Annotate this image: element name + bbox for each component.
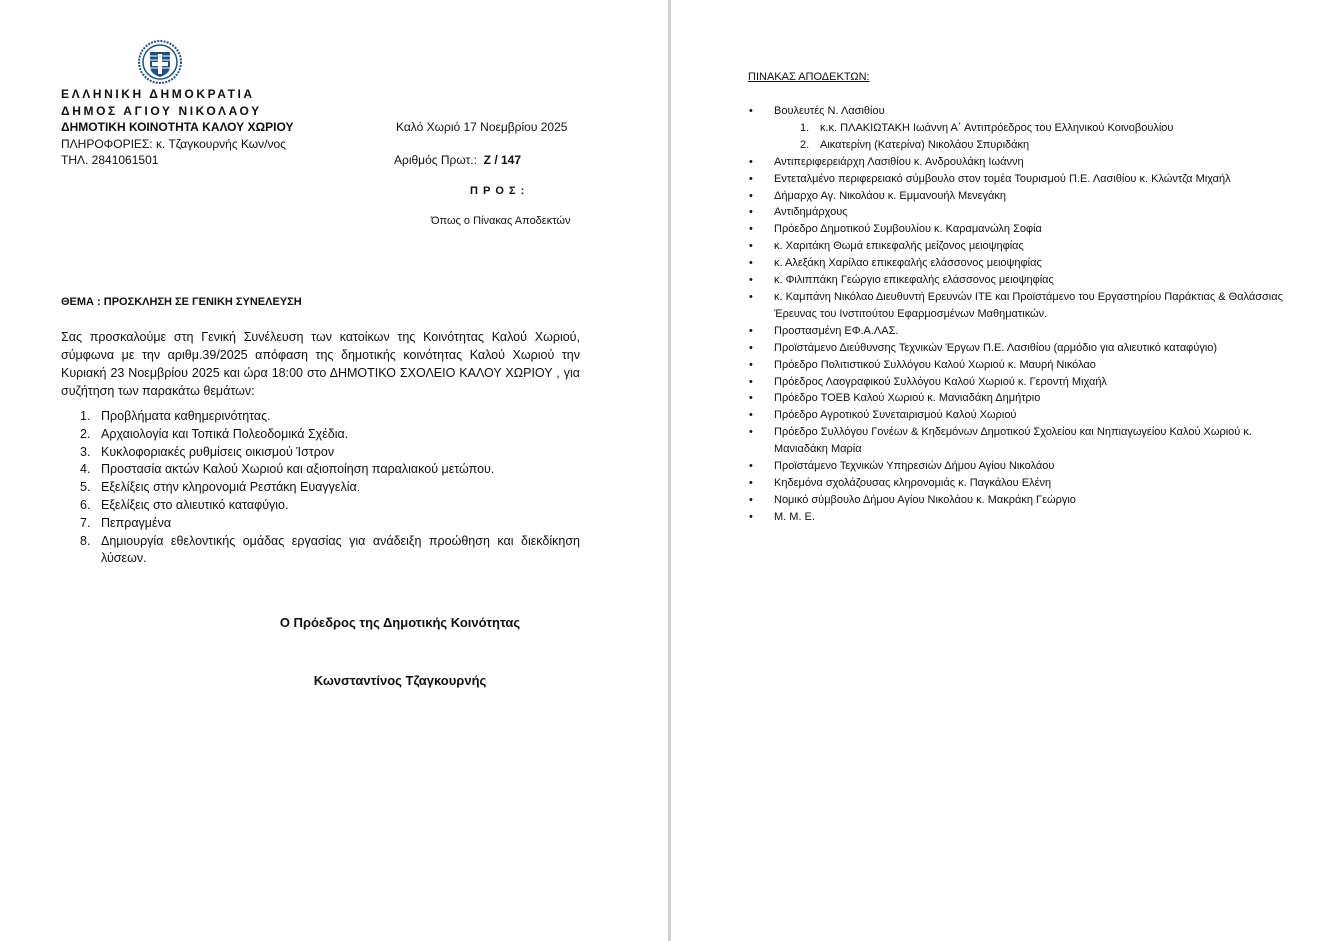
agenda-item-number: 1.: [80, 409, 91, 423]
recipient-item: [748, 492, 1308, 509]
subitem-text: Αικατερίνη (Κατερίνα) Νικολάου Σπυριδάκη: [820, 138, 1030, 151]
bullet: •: [749, 257, 753, 270]
agenda-item-text: Εξελίξεις στο αλιευτικό καταφύγιο.: [101, 497, 289, 512]
protocol-number: Ζ / 147: [483, 153, 522, 167]
recipient-sublist: [774, 120, 1308, 154]
agenda-item: [61, 515, 580, 533]
recipient-text: κ. Χαριτάκη Θωμά επικεφαλής μείζονος μειοψηφίας: [774, 240, 1024, 253]
bullet: •: [749, 172, 753, 185]
agenda-item: [61, 461, 580, 479]
recipient-text: Πρόεδρο Συλλόγου Γονέων & Κηδεμόνων Δημοτικού Σχολείου και Νηπιαγωγείου Καλού Χωριού κ. Μανιαδάκη Μαρία: [774, 426, 1252, 456]
recipient-subitem: [774, 137, 1308, 154]
recipient-text: κ. Φιλιππάκη Γεώργιο επικεφαλής ελάσσονος μειοψηφίας: [774, 274, 1054, 287]
subject-line: ΘΕΜΑ : ΠΡΟΣΚΛΗΣΗ ΣΕ ΓΕΝΙΚΗ ΣΥΝΕΛΕΥΣΗ: [61, 296, 302, 308]
recipient-text: Εντεταλμένο περιφερειακό σύμβουλο στον τομέα Τουρισμού Π.Ε. Λασιθίου κ. Κλώντζα Μιχαήλ: [774, 172, 1231, 185]
subitem-text: κ.κ. ΠΛΑΚΙΩΤΑΚΗ Ιωάννη Α΄ Αντιπρόεδρος του Ελληνικού Κοινοβουλίου: [820, 121, 1174, 134]
agenda-item: [61, 408, 580, 426]
recipient-text: Προστασμένη ΕΦ.Α.ΛΑΣ.: [774, 324, 899, 337]
recipient-text: Κηδεμόνα σχολάζουσας κληρονομιάς κ. Παγκάλου Ελένη: [774, 476, 1052, 489]
header-info: ΠΛΗΡΟΦΟΡΙΕΣ: κ. Τζαγκουρνής Κων/νος: [61, 137, 286, 151]
agenda-item-text: Κυκλοφοριακές ρυθμίσεις οικισμού Ίστρον: [101, 444, 335, 459]
agenda-item-number: 4.: [80, 462, 91, 477]
header-republic: ΕΛΛΗΝΙΚΗ ΔΗΜΟΚΡΑΤΙΑ: [61, 87, 255, 101]
recipient-text: Αντιδημάρχους: [774, 206, 848, 219]
agenda-list: [61, 408, 580, 568]
agenda-item-text: Δημιουργία εθελοντικής ομάδας εργασίας για ανάδειξη προώθηση και διεκδίκηση λύσεων.: [101, 533, 580, 566]
recipients-page: [671, 0, 1335, 941]
agenda-item-text: Προστασία ακτών Καλού Χωριού και αξιοποίηση παραλιακού μετώπου.: [101, 462, 495, 477]
agenda-item: [61, 444, 580, 462]
bullet: •: [749, 426, 753, 439]
subitem-number: 1.: [800, 121, 810, 134]
recipient-item: [748, 458, 1308, 475]
recipient-item: [748, 154, 1308, 171]
subitem-number: 2.: [800, 138, 810, 151]
signature-name: Κωνσταντίνος Τζαγκουρνής: [313, 673, 487, 688]
invitation-body: Σας προσκαλούμε στη Γενική Συνέλευση των κατοίκων της Κοινότητας Καλού Χωριού, σύμφωνα με την αριθμ.39/2025 απόφαση της δημοτικής κοινότητας Καλού Χωριού την Κυριακή 23 Νοεμβρίου 2025 και ώρα 18:00 στο ΔΗΜΟΤΙΚΟ ΣΧΟΛΕΙΟ ΚΑΛΟΥ ΧΩΡΙΟΥ , για συζήτηση των παρακάτω θεμάτων:: [61, 330, 580, 398]
recipient-item: [748, 390, 1308, 407]
recipient-item: [748, 289, 1308, 323]
agenda-item-number: 8.: [80, 533, 91, 548]
agenda-item-text: Πεπραγμένα: [101, 515, 172, 530]
bullet: •: [749, 493, 753, 506]
recipient-item: [748, 407, 1308, 424]
agenda-item-number: 2.: [80, 426, 91, 441]
recipient-text: Νομικό σύμβουλο Δήμου Αγίου Νικολάου κ. Μακράκη Γεώργιο: [774, 493, 1076, 506]
recipient-item: [748, 475, 1308, 492]
recipient-item: [748, 204, 1308, 221]
recipient-text: Προϊστάμενο Τεχνικών Υπηρεσιών Δήμου Αγίου Νικολάου: [774, 460, 1055, 473]
agenda-item-number: 7.: [80, 515, 91, 530]
agenda-item: [61, 426, 580, 444]
bullet: •: [749, 274, 753, 287]
recipient-text: κ. Αλεξάκη Χαρίλαο επικεφαλής ελάσσονος μειοψηφίας: [774, 257, 1042, 270]
bullet: •: [749, 240, 753, 253]
signature-title: Ο Πρόεδρος της Δημοτικής Κοινότητας: [279, 615, 521, 630]
bullet: •: [749, 460, 753, 473]
header-community: ΔΗΜΟΤΙΚΗ ΚΟΙΝΟΤΗΤΑ ΚΑΛΟΥ ΧΩΡΙΟΥ: [61, 120, 294, 134]
recipient-text: Μ. Μ. Ε.: [774, 510, 815, 523]
bullet: •: [749, 476, 753, 489]
agenda-item-text: Προβλήματα καθημερινότητας.: [101, 409, 271, 423]
recipient-item: [748, 340, 1308, 357]
bullet: •: [749, 375, 753, 388]
recipient-item: [748, 171, 1308, 188]
bullet: •: [749, 510, 753, 523]
recipient-item: [748, 357, 1308, 374]
greek-emblem-icon: [138, 40, 182, 84]
recipient-text: Πρόεδρο Δημοτικού Συμβουλίου κ. Καραμανώλη Σοφία: [774, 223, 1042, 236]
bullet: •: [749, 155, 753, 168]
recipient-item: [748, 272, 1308, 289]
recipient-item: [748, 424, 1308, 458]
bullet: •: [749, 392, 753, 405]
recipient-text: Πρόεδρο ΤΟΕΒ Καλού Χωριού κ. Μανιαδάκη Δημήτριο: [774, 392, 1041, 405]
bullet: •: [749, 358, 753, 371]
recipient-item: [748, 509, 1308, 526]
bullet: •: [749, 341, 753, 354]
recipient-subitem: [774, 120, 1308, 137]
bullet: •: [749, 189, 753, 202]
header-municipality: ΔΗΜΟΣ ΑΓΙΟΥ ΝΙΚΟΛΑΟΥ: [61, 104, 262, 118]
protocol-label: Αριθμός Πρωτ.:: [394, 153, 477, 167]
bullet: •: [749, 105, 753, 117]
recipient-text: Βουλευτές Ν. Λασιθίου: [774, 105, 885, 117]
recipient-text: κ. Καμπάνη Νικόλαο Διευθυντή Ερευνών ΙΤΕ και Προϊστάμενο του Εργαστηρίου Παράκτιας & Θαλάσσιας Έρευνας του Ινστιτούτου Εφαρμοσμένων Μαθηματικών.: [774, 290, 1283, 320]
recipient-text: Πρόεδρο Πολιτιστικού Συλλόγου Καλού Χωριού κ. Μαυρή Νικόλαο: [774, 358, 1096, 371]
bullet: •: [749, 223, 753, 236]
agenda-item-number: 5.: [80, 480, 91, 495]
to-text: Όπως ο Πίνακας Αποδεκτών: [431, 215, 571, 227]
to-label: Π Ρ Ο Σ :: [470, 185, 526, 197]
recipients-title: ΠΙΝΑΚΑΣ ΑΠΟΔΕΚΤΩΝ:: [748, 71, 870, 83]
agenda-item-text: Αρχαιολογία και Τοπικά Πολεοδομικά Σχέδια.: [101, 426, 349, 441]
recipient-item: [748, 188, 1308, 205]
recipient-item: [748, 255, 1308, 272]
recipient-item: [748, 323, 1308, 340]
recipient-item: [748, 103, 1308, 154]
recipient-item: [748, 238, 1308, 255]
bullet: •: [749, 290, 753, 303]
bullet: •: [749, 206, 753, 219]
agenda-item: [61, 497, 580, 515]
agenda-item-number: 6.: [80, 497, 91, 512]
recipient-item: [748, 374, 1308, 391]
recipient-text: Πρόεδρος Λαογραφικού Συλλόγου Καλού Χωριού κ. Γεροντή Μιχαήλ: [774, 375, 1107, 388]
header-phone: ΤΗΛ. 2841061501: [61, 153, 159, 167]
recipients-list: [748, 103, 1308, 526]
recipient-text: Αντιπεριφερειάρχη Λασιθίου κ. Ανδρουλάκη Ιωάννη: [774, 155, 1024, 168]
agenda-item-number: 3.: [80, 444, 91, 459]
bullet: •: [749, 324, 753, 337]
recipient-item: [748, 221, 1308, 238]
bullet: •: [749, 409, 753, 422]
recipient-text: Προϊστάμενο Διεύθυνσης Τεχνικών Έργων Π.Ε. Λασιθίου (αρμόδιο για αλιευτικό καταφύγιο): [774, 341, 1218, 354]
place-date: Καλό Χωριό 17 Νοεμβρίου 2025: [396, 120, 568, 134]
agenda-item-text: Εξελίξεις στην κληρονομιά Ρεστάκη Ευαγγελία.: [101, 480, 361, 495]
protocol-number-row: [394, 153, 521, 167]
recipient-text: Πρόεδρο Αγροτικού Συνεταιρισμού Καλού Χωριού: [774, 409, 1017, 422]
agenda-item: [61, 533, 580, 569]
recipient-text: Δήμαρχο Αγ. Νικολάου κ. Εμμανουήλ Μενεγάκη: [774, 189, 1006, 202]
agenda-item: [61, 479, 580, 497]
